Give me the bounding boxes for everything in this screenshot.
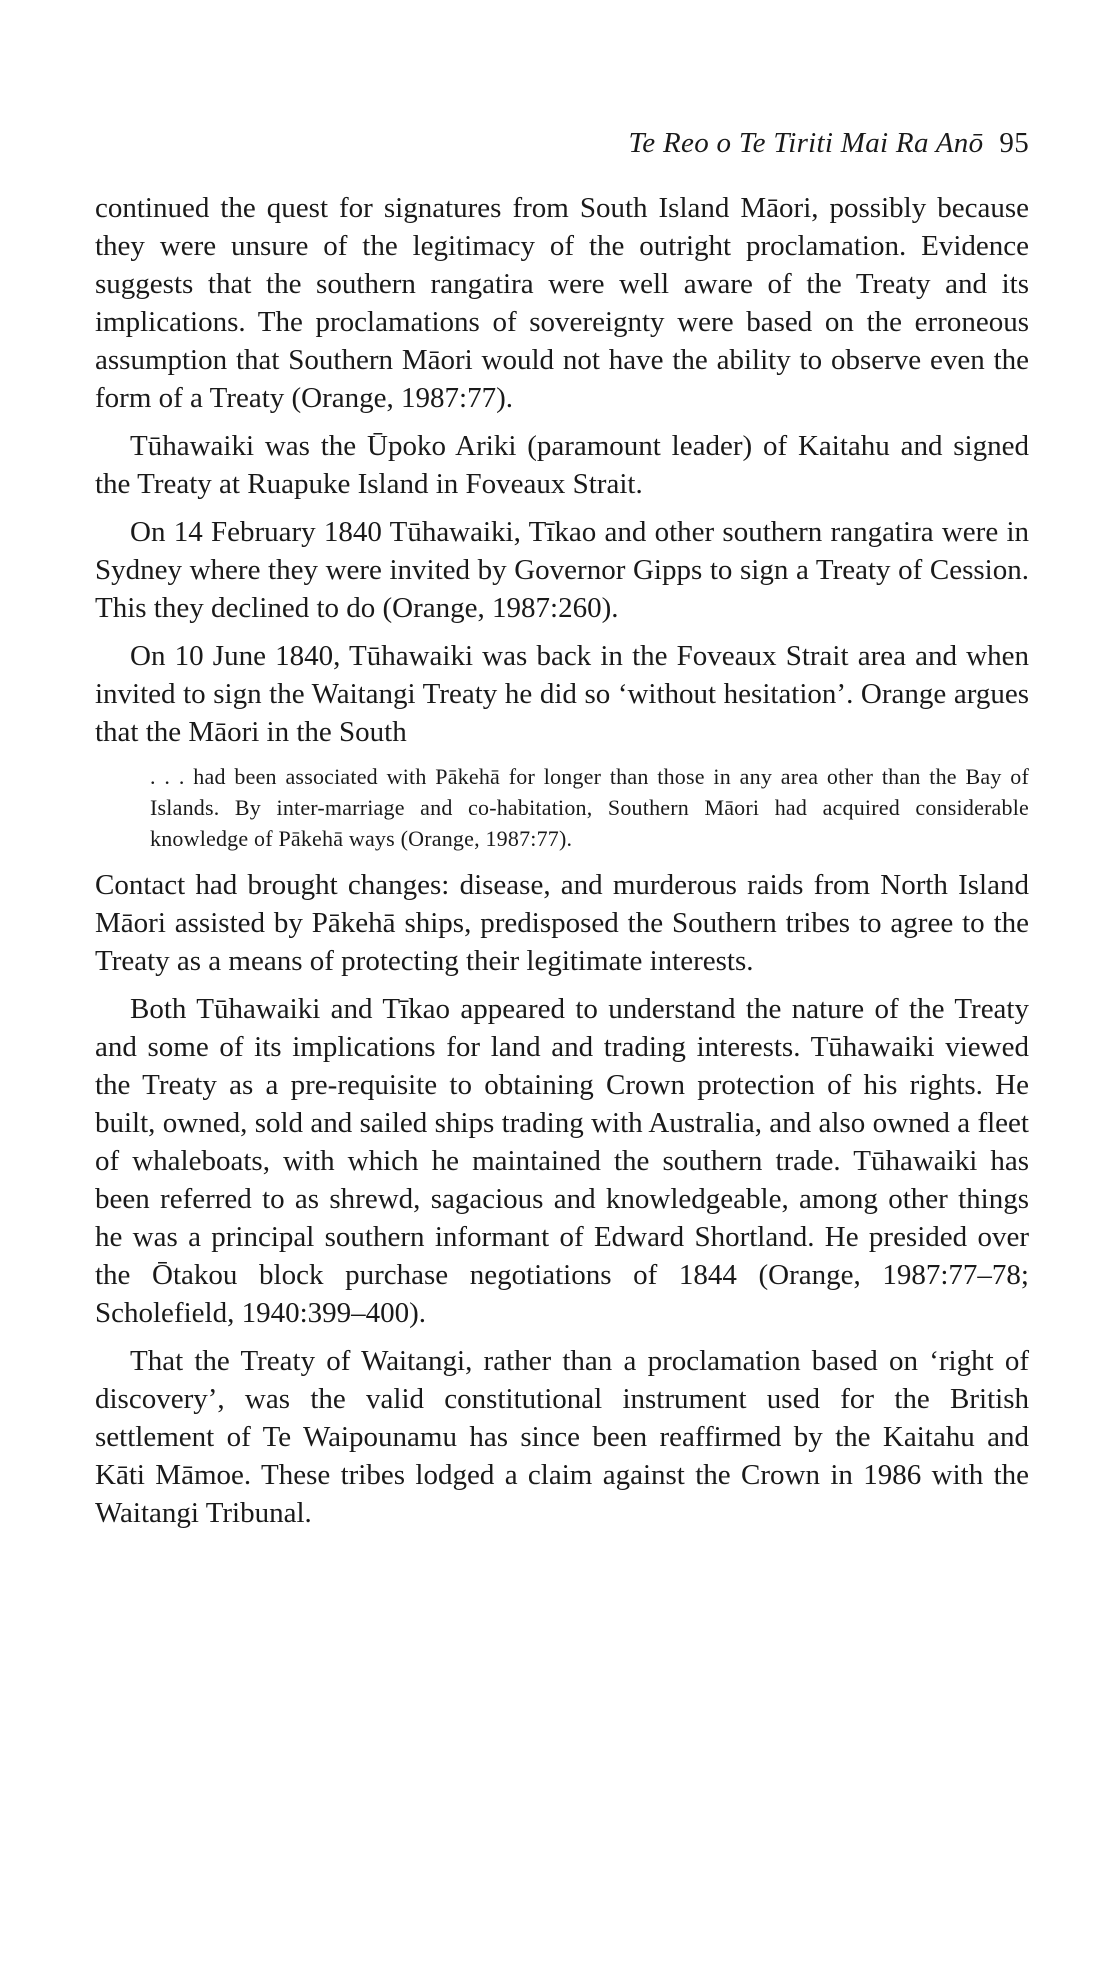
- running-title: Te Reo o Te Tiriti Mai Ra Anō: [628, 127, 984, 159]
- paragraph-te-waipounamu: That the Treaty of Waitangi, rather than a proclamation based on ‘right of discovery’, was the valid constitutional instrument used for the British settlement of Te Waipounamu has since been reaffirmed by the Kaitahu and Kāti Māmoe. These tribes lodged a claim against the Crown in 1986 with the Waitangi Tribunal.: [95, 1344, 1029, 1529]
- paragraph-tuhawaiki-tikao: Both Tūhawaiki and Tīkao appeared to understand the nature of the Treaty and some of its implications for land and trading interests. Tūhawaiki viewed the Treaty as a pre-requisite to obtaining Crown protection of his rights. He built, owned, sold and sailed ships trading with Australia, and also owned a fleet of whaleboats, with which he maintained the southern trade. Tūhawaiki has been referred to as shrewd, sagacious and knowledgeable, among other things he was a principal southern informant of Edward Shortland. He presided over the Ōtakou block purchase negotiations of 1844 (Orange, 1987:77–78; Scholefield, 1940:399–400).: [95, 992, 1029, 1329]
- body-text: [95, 189, 1029, 1532]
- running-header: [95, 126, 1029, 161]
- paragraph-tuhawaiki-upoko-ariki: Tūhawaiki was the Ūpoko Ariki (paramount leader) of Kaitahu and signed the Treaty at Ruapuke Island in Foveaux Strait.: [95, 429, 1029, 500]
- block-quote-orange: . . . had been associated with Pākehā for longer than those in any area other than the Bay of Islands. By inter-marriage and co-habitation, Southern Māori had acquired considerable knowledge of Pākehā ways (Orange, 1987:77).: [150, 763, 1029, 851]
- paragraph-contact-changes: Contact had brought changes: disease, and murderous raids from North Island Māori assisted by Pākehā ships, predisposed the Southern tribes to agree to the Treaty as a means of protecting their legitimate interests.: [95, 868, 1029, 977]
- paragraph-continued: continued the quest for signatures from South Island Māori, possibly because they were unsure of the legitimacy of the outright proclamation. Evidence suggests that the southern rangatira were well aware of the Treaty and its implications. The proclamations of sovereignty were based on the erroneous assumption that Southern Māori would not have the ability to observe even the form of a Treaty (Orange, 1987:77).: [95, 191, 1029, 414]
- book-page: [95, 126, 1029, 1542]
- paragraph-foveaux-signing: On 10 June 1840, Tūhawaiki was back in the Foveaux Strait area and when invited to sign the Waitangi Treaty he did so ‘without hesitation’. Orange argues that the Māori in the South: [95, 639, 1029, 748]
- paragraph-sydney-1840: On 14 February 1840 Tūhawaiki, Tīkao and other southern rangatira were in Sydney where they were invited by Governor Gipps to sign a Treaty of Cession. This they declined to do (Orange, 1987:260).: [95, 515, 1029, 624]
- page-number: 95: [999, 127, 1029, 159]
